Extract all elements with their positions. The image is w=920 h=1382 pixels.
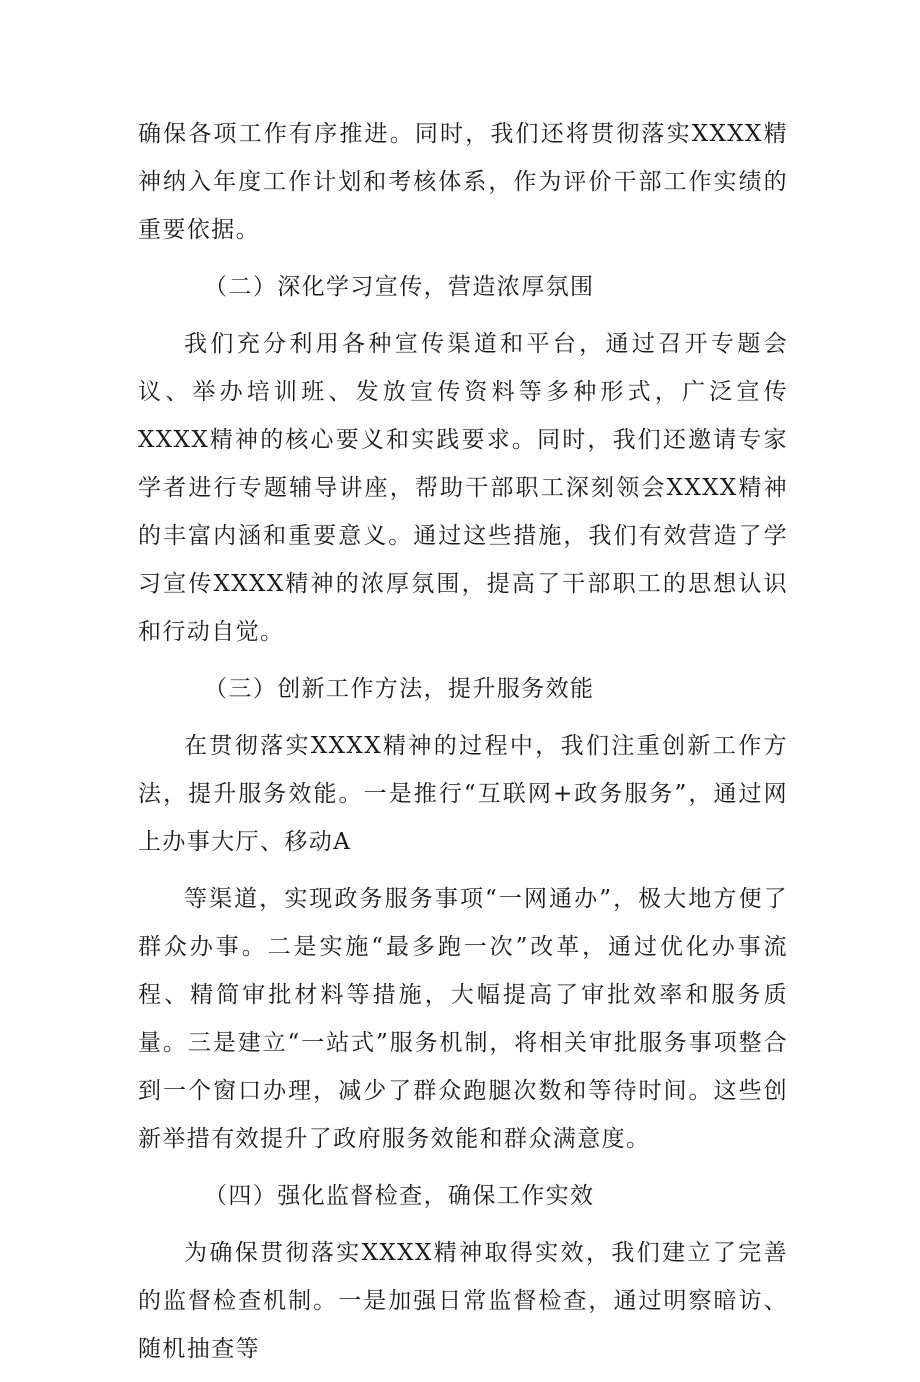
paragraph-body: 在贯彻落实XXXX精神的过程中，我们注重创新工作方法，提升服务效能。一是推行“互联网+政务服务”，通过网上办事大厅、移动A <box>138 733 788 855</box>
paragraph-continuation: 确保各项工作有序推进。同时，我们还将贯彻落实XXXX精神纳入年度工作计划和考核体系，作为评价干部工作实绩的重要依据。 <box>138 121 788 243</box>
paragraph-body: 为确保贯彻落实XXXX精神取得实效，我们建立了完善的监督检查机制。一是加强日常监督检查，通过明察暗访、随机抽查等 <box>138 1240 788 1362</box>
section-heading-4: （四）强化监督检查，确保工作实效 <box>204 1183 595 1209</box>
paragraph-body: 我们充分利用各种宣传渠道和平台，通过召开专题会议、举办培训班、发放宣传资料等多种形式，广泛宣传XXXX精神的核心要义和实践要求。同时，我们还邀请专家学者进行专题辅导讲座，帮助干部职工深刻领会XXXX精神的丰富内涵和重要意义。通过这些措施，我们有效营造了学习宣传XXXX精神的浓厚氛围，提高了干部职工的思想认识和行动自觉。 <box>138 331 788 645</box>
paragraph-body: 等渠道，实现政务服务事项“一网通办”，极大地方便了群众办事。二是实施“最多跑一次”改革，通过优化办事流程、精简审批材料等措施，大幅提高了审批效率和服务质量。三是建立“一站式”服务机制，将相关审批服务事项整合到一个窗口办理，减少了群众跑腿次数和等待时间。这些创新举措有效提升了政府服务效能和群众满意度。 <box>138 886 788 1152</box>
document-body <box>138 110 788 1382</box>
section-heading-2: （二）深化学习宣传，营造浓厚氛围 <box>204 274 595 300</box>
section-heading-3: （三）创新工作方法，提升服务效能 <box>204 676 595 702</box>
